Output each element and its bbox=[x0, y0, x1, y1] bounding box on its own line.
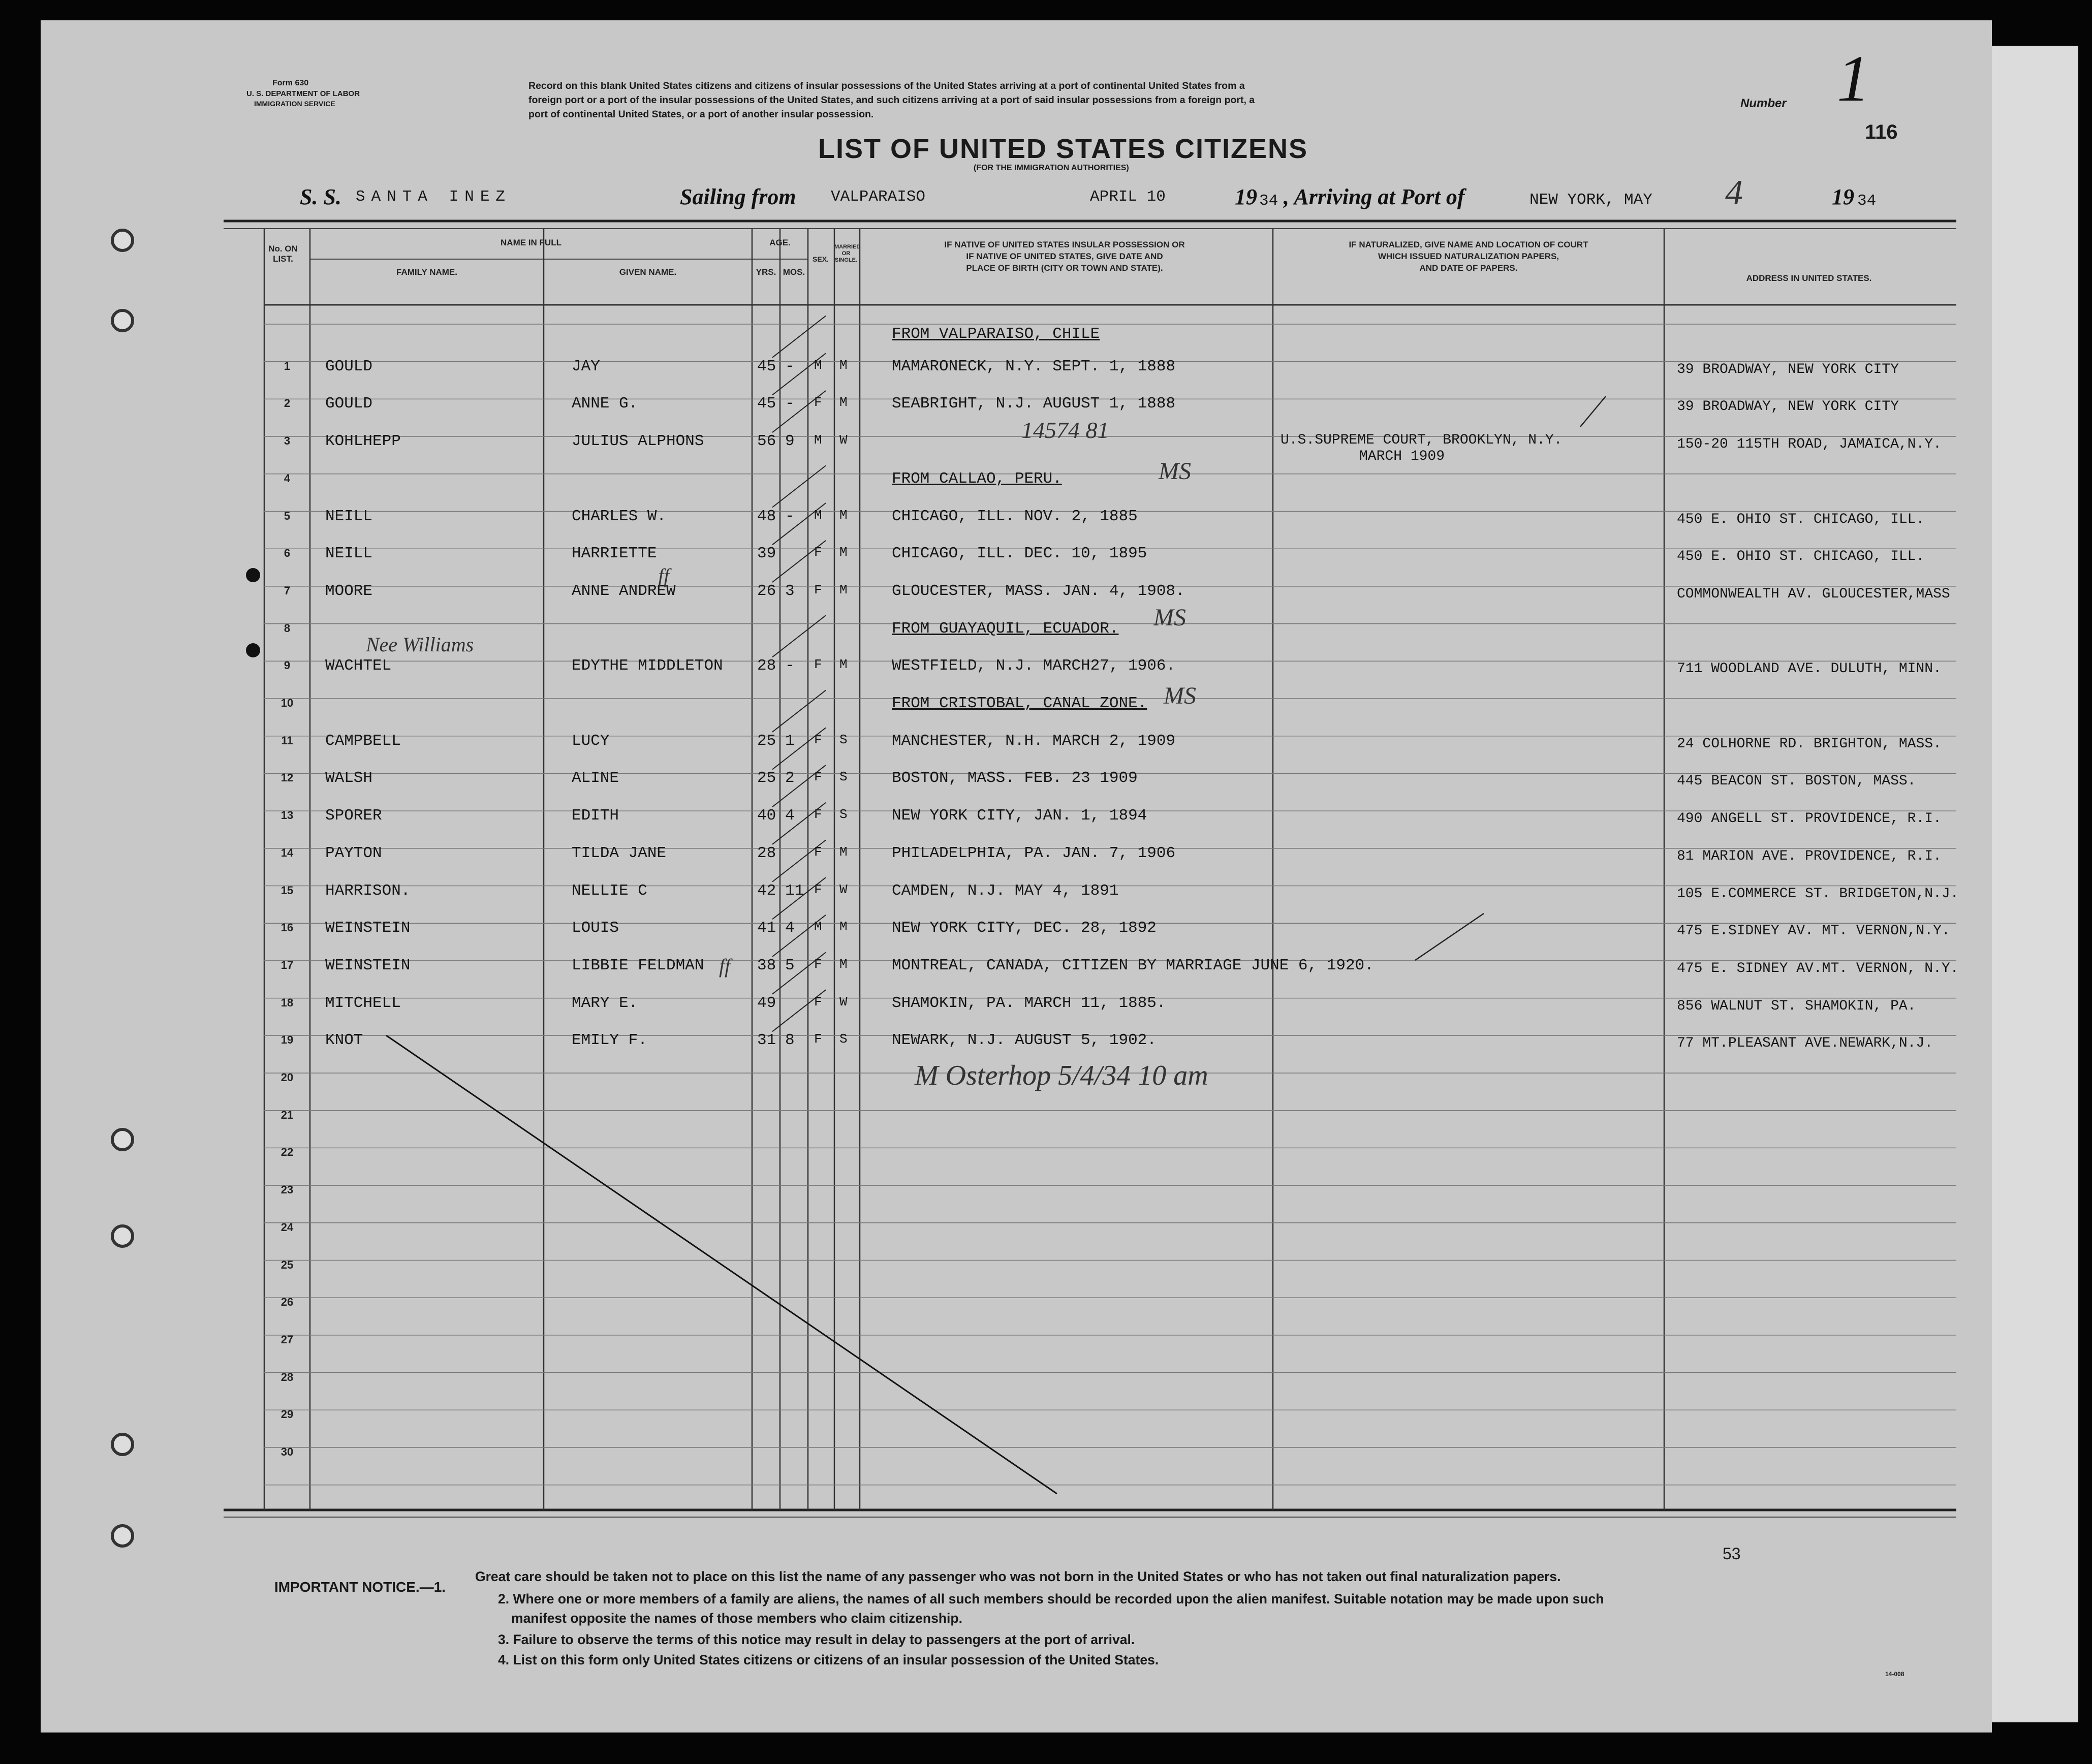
col-yrs: YRS. bbox=[756, 267, 776, 277]
marital-status: S bbox=[839, 769, 848, 785]
us-address: 475 E.SIDNEY AV. MT. VERNON,N.Y. bbox=[1677, 923, 1950, 939]
handwritten-ff: ff bbox=[719, 955, 731, 978]
col-nat-3: AND DATE OF PAPERS. bbox=[1419, 263, 1518, 273]
port-heading: FROM CALLAO, PERU. bbox=[892, 469, 1062, 488]
port-heading: FROM CRISTOBAL, CANAL ZONE. bbox=[892, 695, 1147, 712]
family-name: WALSH bbox=[325, 769, 373, 788]
age-months: 1 bbox=[785, 732, 795, 750]
given-name: ANNE ANDREW bbox=[572, 582, 676, 600]
col-mos: MOS. bbox=[783, 267, 805, 277]
sex: F bbox=[814, 881, 822, 897]
birth-info: CHICAGO, ILL. NOV. 2, 1885 bbox=[892, 507, 1138, 525]
handwritten-initials: MS bbox=[1164, 682, 1196, 709]
age-months: 5 bbox=[785, 956, 795, 974]
marital-status: M bbox=[839, 507, 848, 523]
marital-status: W bbox=[839, 994, 848, 1010]
col-family-name: FAMILY NAME. bbox=[396, 267, 457, 277]
family-name: PAYTON bbox=[325, 844, 382, 862]
row-number: 5 bbox=[284, 509, 291, 522]
document-sheet bbox=[41, 20, 1992, 1732]
page-title: LIST OF UNITED STATES CITIZENS bbox=[818, 134, 1308, 164]
us-address: 77 MT.PLEASANT AVE.NEWARK,N.J. bbox=[1677, 1035, 1933, 1052]
age-years: 40 bbox=[757, 807, 776, 825]
marital-status: W bbox=[839, 881, 848, 897]
family-name: NEILL bbox=[325, 545, 373, 563]
us-address: COMMONWEALTH AV. GLOUCESTER,MASS bbox=[1677, 586, 1950, 602]
birth-info: NEW YORK CITY, DEC. 28, 1892 bbox=[892, 919, 1157, 937]
sex: M bbox=[814, 919, 822, 935]
row-number: 3 bbox=[284, 434, 291, 448]
given-name: CHARLES W. bbox=[572, 507, 667, 525]
age-months: - bbox=[785, 395, 795, 413]
age-months: 11 bbox=[785, 881, 804, 900]
us-address: 450 E. OHIO ST. CHICAGO, ILL. bbox=[1677, 549, 1925, 565]
marital-status: S bbox=[839, 732, 848, 747]
age-months: 9 bbox=[785, 432, 795, 451]
footer-code: 14-008 bbox=[1885, 1671, 1904, 1678]
sex: F bbox=[814, 732, 822, 747]
us-address: 450 E. OHIO ST. CHICAGO, ILL. bbox=[1677, 511, 1925, 527]
from-date: APRIL 10 bbox=[1090, 188, 1166, 206]
row-number: 6 bbox=[284, 547, 291, 560]
row-number: 8 bbox=[284, 621, 291, 635]
col-married-single: MARRIED OR SINGLE. bbox=[834, 244, 861, 263]
given-name: LUCY bbox=[572, 732, 610, 750]
marital-status: W bbox=[839, 432, 848, 448]
given-name: ANNE G. bbox=[572, 395, 638, 413]
family-name: HARRISON. bbox=[325, 881, 411, 900]
given-name: EMILY F. bbox=[572, 1031, 647, 1050]
family-name: GOULD bbox=[325, 357, 373, 375]
age-months: 2 bbox=[785, 769, 795, 788]
year-suffix-2: 34 bbox=[1857, 192, 1877, 210]
age-months: 3 bbox=[785, 582, 795, 600]
age-years: 28 bbox=[757, 844, 776, 862]
sex: F bbox=[814, 769, 822, 785]
tick-mark bbox=[1415, 914, 1484, 960]
row-number: 29 bbox=[280, 1408, 294, 1421]
row-number: 14 bbox=[280, 846, 294, 859]
birth-info: NEWARK, N.J. AUGUST 5, 1902. bbox=[892, 1031, 1157, 1050]
sex: F bbox=[814, 844, 822, 860]
sex: F bbox=[814, 657, 822, 673]
age-years: 28 bbox=[757, 657, 776, 675]
family-name: WEINSTEIN bbox=[325, 919, 411, 937]
age-years: 38 bbox=[757, 956, 776, 974]
sex: M bbox=[814, 432, 822, 448]
col-sex: SEX. bbox=[813, 255, 829, 263]
department: U. S. DEPARTMENT OF LABOR bbox=[246, 89, 360, 98]
row-number: 17 bbox=[280, 958, 294, 971]
given-name: MARY E. bbox=[572, 994, 638, 1012]
sex: F bbox=[814, 1031, 822, 1047]
row-number: 1 bbox=[284, 359, 291, 372]
age-years: 56 bbox=[757, 432, 776, 451]
naturalization-date: MARCH 1909 bbox=[1359, 449, 1445, 465]
given-name: LIBBIE FELDMAN bbox=[572, 956, 704, 974]
age-years: 41 bbox=[757, 919, 776, 937]
row-number: 30 bbox=[280, 1445, 294, 1458]
col-nat-2: WHICH ISSUED NATURALIZATION PAPERS, bbox=[1378, 251, 1559, 261]
us-address: 39 BROADWAY, NEW YORK CITY bbox=[1677, 361, 1899, 377]
number-value: 1 bbox=[1837, 42, 1870, 115]
family-name: WEINSTEIN bbox=[325, 956, 411, 974]
ship-name: SANTA INEZ bbox=[356, 188, 512, 206]
family-name: KOHLHEPP bbox=[325, 432, 401, 451]
age-years: 31 bbox=[757, 1031, 776, 1050]
us-address: 490 ANGELL ST. PROVIDENCE, R.I. bbox=[1677, 811, 1942, 827]
family-name: SPORER bbox=[325, 807, 382, 825]
birth-info: PHILADELPHIA, PA. JAN. 7, 1906 bbox=[892, 844, 1176, 862]
us-address: 150-20 115TH ROAD, JAMAICA,N.Y. bbox=[1677, 436, 1942, 453]
birth-info: SEABRIGHT, N.J. AUGUST 1, 1888 bbox=[892, 395, 1176, 413]
age-years: 26 bbox=[757, 582, 776, 600]
from-port: VALPARAISO bbox=[831, 188, 926, 206]
us-address: 475 E. SIDNEY AV.MT. VERNON, N.Y. bbox=[1677, 960, 1959, 976]
birth-info: CAMDEN, N.J. MAY 4, 1891 bbox=[892, 881, 1119, 900]
birth-info: MONTREAL, CANADA, CITIZEN BY MARRIAGE JUNE 6, 1920. bbox=[892, 956, 1374, 974]
age-years: 45 bbox=[757, 357, 776, 375]
notice-line-2: 2. Where one or more members of a family are aliens, the names of all such members should be recorded upon the alien manifest. Suitable notation may be made upon such bbox=[498, 1591, 1604, 1606]
row-number: 10 bbox=[280, 697, 294, 709]
port-heading: FROM VALPARAISO, CHILE bbox=[892, 325, 1100, 343]
us-address: 856 WALNUT ST. SHAMOKIN, PA. bbox=[1677, 998, 1916, 1014]
port-heading: FROM GUAYAQUIL, ECUADOR. bbox=[892, 619, 1119, 638]
marital-status: M bbox=[839, 395, 848, 411]
year-prefix-2: 19 bbox=[1832, 184, 1854, 209]
given-name: LOUIS bbox=[572, 919, 619, 937]
given-name: NELLIE C bbox=[572, 881, 647, 900]
family-name: KNOT bbox=[325, 1031, 363, 1050]
age-years: 25 bbox=[757, 732, 776, 750]
family-name: MITCHELL bbox=[325, 994, 401, 1012]
form-number: Form 630 bbox=[272, 79, 309, 87]
to-day: 4 bbox=[1725, 173, 1743, 212]
sailing-label: Sailing from bbox=[680, 184, 796, 209]
naturalization: U.S.SUPREME COURT, BROOKLYN, N.Y. bbox=[1281, 432, 1563, 449]
given-name: HARRIETTE bbox=[572, 545, 657, 563]
arriving-label: , Arriving at Port of bbox=[1284, 184, 1465, 209]
handwritten-stamp: 14574 81 bbox=[1021, 417, 1109, 443]
us-address: 24 COLHORNE RD. BRIGHTON, MASS. bbox=[1677, 736, 1942, 752]
family-name: MOORE bbox=[325, 582, 373, 600]
us-address: 445 BEACON ST. BOSTON, MASS. bbox=[1677, 773, 1916, 790]
row-number: 26 bbox=[280, 1296, 294, 1309]
instruction-line-2: foreign port or a port of the insular possessions of the United States, and such citizens arriving at a port of said insular possessions from a foreign port, a bbox=[528, 94, 1255, 106]
col-given-name: GIVEN NAME. bbox=[619, 267, 677, 277]
sex: F bbox=[814, 545, 822, 560]
row-number: 7 bbox=[284, 584, 291, 597]
given-name: TILDA JANE bbox=[572, 844, 667, 862]
age-months: 4 bbox=[785, 807, 795, 825]
row-number: 25 bbox=[280, 1258, 294, 1271]
marital-status: M bbox=[839, 844, 848, 860]
family-name: CAMPBELL bbox=[325, 732, 401, 750]
sex: F bbox=[814, 956, 822, 972]
col-address: ADDRESS IN UNITED STATES. bbox=[1746, 273, 1872, 283]
us-address: 105 E.COMMERCE ST. BRIDGETON,N.J. bbox=[1677, 886, 1959, 902]
age-years: 39 bbox=[757, 545, 776, 563]
page-subtitle: (FOR THE IMMIGRATION AUTHORITIES) bbox=[974, 164, 1129, 172]
birth-info: SHAMOKIN, PA. MARCH 11, 1885. bbox=[892, 994, 1166, 1012]
age-years: 25 bbox=[757, 769, 776, 788]
sheet-number: 116 bbox=[1865, 121, 1898, 143]
col-name-in-full: NAME IN FULL bbox=[501, 238, 561, 247]
sex: F bbox=[814, 807, 822, 823]
handwritten-initials: MS bbox=[1153, 604, 1186, 631]
marital-status: M bbox=[839, 545, 848, 560]
us-address: 81 MARION AVE. PROVIDENCE, R.I. bbox=[1677, 848, 1942, 864]
marital-status: M bbox=[839, 919, 848, 935]
row-number: 27 bbox=[280, 1333, 294, 1346]
marital-status: S bbox=[839, 1031, 848, 1047]
service: IMMIGRATION SERVICE bbox=[254, 100, 335, 108]
row-number: 24 bbox=[280, 1220, 294, 1234]
birth-info: MANCHESTER, N.H. MARCH 2, 1909 bbox=[892, 732, 1176, 750]
page-stack bbox=[1992, 46, 2078, 1722]
marital-status: M bbox=[839, 956, 848, 972]
handwritten-initials: MS bbox=[1159, 458, 1191, 485]
row-number: 11 bbox=[281, 734, 293, 747]
row-number: 20 bbox=[280, 1071, 294, 1084]
row-number: 18 bbox=[280, 996, 294, 1009]
col-birth-1: IF NATIVE OF UNITED STATES INSULAR POSSESSION OR bbox=[944, 240, 1185, 249]
given-name: EDYTHE MIDDLETON bbox=[572, 657, 723, 675]
age-months: - bbox=[785, 657, 795, 675]
handwritten-ff: ff bbox=[658, 564, 670, 587]
age-months: 8 bbox=[785, 1031, 795, 1050]
col-birth-2: IF NATIVE OF UNITED STATES, GIVE DATE AND bbox=[966, 251, 1163, 261]
to-port: NEW YORK, MAY bbox=[1529, 191, 1652, 209]
age-years: 48 bbox=[757, 507, 776, 525]
row-number: 15 bbox=[280, 884, 294, 897]
instruction-line-1: Record on this blank United States citizens and citizens of insular possessions of the United States arriving at a port of continental United States from a bbox=[528, 80, 1245, 91]
number-label: Number bbox=[1740, 97, 1787, 110]
notice-heading: IMPORTANT NOTICE.—1. bbox=[274, 1579, 446, 1595]
age-months: 4 bbox=[785, 919, 795, 937]
row-number: 22 bbox=[280, 1146, 294, 1159]
age-years: 45 bbox=[757, 395, 776, 413]
given-name: JULIUS ALPHONS bbox=[572, 432, 704, 451]
notice-line-5: 4. List on this form only United States citizens or citizens of an insular possession of the United States. bbox=[498, 1652, 1159, 1667]
row-number: 23 bbox=[280, 1183, 294, 1196]
birth-info: WESTFIELD, N.J. MARCH27, 1906. bbox=[892, 657, 1176, 675]
row-number: 13 bbox=[280, 809, 294, 822]
ss-label: S. S. bbox=[300, 184, 341, 209]
handwritten-nee: Nee Williams bbox=[366, 633, 474, 656]
birth-info: NEW YORK CITY, JAN. 1, 1894 bbox=[892, 807, 1147, 825]
family-name: GOULD bbox=[325, 395, 373, 413]
given-name: JAY bbox=[572, 357, 600, 375]
marital-status: S bbox=[839, 807, 848, 823]
birth-info: CHICAGO, ILL. DEC. 10, 1895 bbox=[892, 545, 1147, 563]
col-no: No. ON LIST. bbox=[268, 244, 298, 264]
year-suffix-1: 34 bbox=[1259, 192, 1278, 210]
age-years: 49 bbox=[757, 994, 776, 1012]
sex: M bbox=[814, 357, 822, 373]
us-address: 711 WOODLAND AVE. DULUTH, MINN. bbox=[1677, 661, 1942, 677]
row-number: 28 bbox=[280, 1370, 294, 1383]
col-age: AGE. bbox=[769, 238, 791, 247]
col-birth-3: PLACE OF BIRTH (CITY OR TOWN AND STATE). bbox=[966, 263, 1163, 273]
cancel-stroke bbox=[386, 1035, 1057, 1494]
row-number: 21 bbox=[280, 1108, 294, 1121]
handwritten-signature: M Osterhop 5/4/34 10 am bbox=[915, 1060, 1208, 1091]
sex: F bbox=[814, 994, 822, 1010]
birth-info: GLOUCESTER, MASS. JAN. 4, 1908. bbox=[892, 582, 1185, 600]
age-months: - bbox=[785, 507, 795, 525]
birth-info: MAMARONECK, N.Y. SEPT. 1, 1888 bbox=[892, 357, 1176, 375]
given-name: ALINE bbox=[572, 769, 619, 788]
row-number: 19 bbox=[280, 1033, 294, 1047]
row-number: 9 bbox=[284, 659, 291, 672]
row-number: 12 bbox=[280, 771, 294, 784]
age-months: - bbox=[785, 357, 795, 375]
us-address: 39 BROADWAY, NEW YORK CITY bbox=[1677, 399, 1899, 415]
sex: M bbox=[814, 507, 822, 523]
age-years: 42 bbox=[757, 881, 776, 900]
row-number: 2 bbox=[284, 397, 291, 410]
instruction-line-3: port of continental United States, or a port of another insular possession. bbox=[528, 109, 874, 120]
page-number: 53 bbox=[1723, 1545, 1741, 1563]
marital-status: M bbox=[839, 582, 848, 597]
birth-info: BOSTON, MASS. FEB. 23 1909 bbox=[892, 769, 1138, 788]
row-number: 4 bbox=[284, 471, 291, 485]
notice-line-3: manifest opposite the names of those members who claim citizenship. bbox=[511, 1611, 962, 1626]
tick-mark bbox=[1580, 396, 1606, 427]
year-prefix-1: 19 bbox=[1235, 184, 1257, 209]
sex: F bbox=[814, 582, 822, 597]
marital-status: M bbox=[839, 357, 848, 373]
row-number: 16 bbox=[280, 921, 294, 934]
col-nat-1: IF NATURALIZED, GIVE NAME AND LOCATION OF COURT bbox=[1349, 240, 1588, 249]
notice-line-1: Great care should be taken not to place on this list the name of any passenger who was not born in the United States or who has not taken out final naturalization papers. bbox=[475, 1569, 1561, 1584]
family-name: WACHTEL bbox=[325, 657, 392, 675]
given-name: EDITH bbox=[572, 807, 619, 825]
marital-status: M bbox=[839, 657, 848, 673]
family-name: NEILL bbox=[325, 507, 373, 525]
notice-line-4: 3. Failure to observe the terms of this notice may result in delay to passengers at the port of arrival. bbox=[498, 1632, 1135, 1647]
sex: F bbox=[814, 395, 822, 411]
